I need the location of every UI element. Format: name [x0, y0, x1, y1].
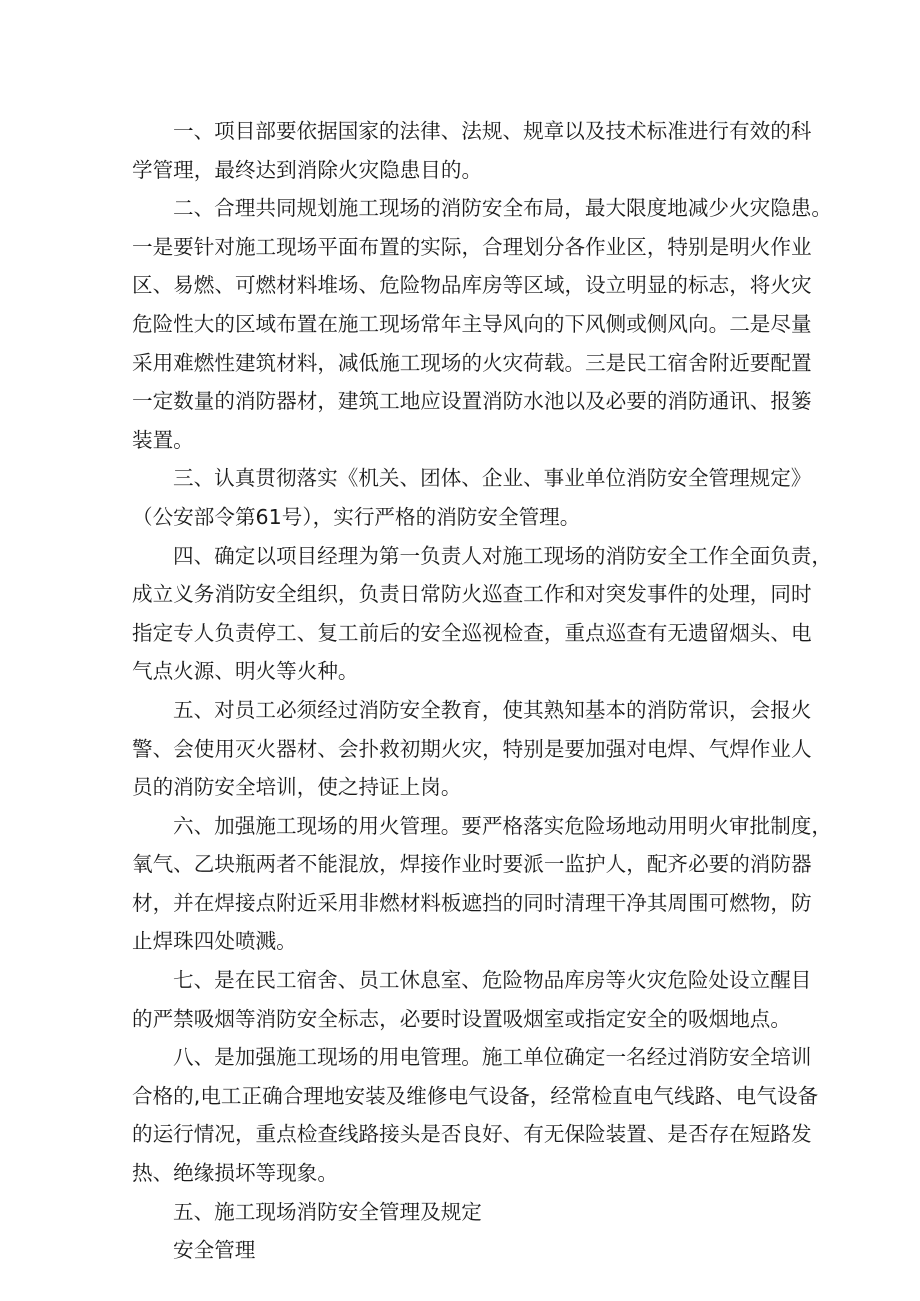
section-heading-line: 五、施工现场消防安全管理及规定: [173, 1199, 482, 1224]
paragraph-line: 八、是加强施工现场的用电管理。施工单位确定一名经过消防安全培训: [173, 1045, 812, 1070]
paragraph-line: 六、加强施工现场的用火管理。要严格落实危险场地动用明火审批制度，: [173, 813, 832, 838]
paragraph-line: 四、确定以项目经理为第一负责人对施工现场的消防安全工作全面负责，: [173, 543, 832, 568]
paragraph-line: 气点火源、明火等火种。: [132, 659, 359, 684]
paragraph-4: [132, 537, 832, 691]
paragraph-line: 的严禁吸烟等消防安全标志，必要时设置吸烟室或指定安全的吸烟地点。: [132, 1006, 791, 1031]
paragraph-line: 警、会使用灭火器材、会扑救初期火灾，特别是要加强对电焊、气焊作业人: [132, 736, 812, 761]
paragraph-5: [132, 691, 812, 807]
paragraph-1: [132, 112, 812, 189]
paragraph-8: [132, 1038, 819, 1192]
paragraph-line: 止焊珠四处喷溅。: [132, 929, 297, 954]
paragraph-line: 成立义务消防安全组织，负责日常防火巡查工作和对突发事件的处理，同时: [132, 582, 812, 607]
paragraph-line: 危险性大的区域布置在施工现场常年主导风向的下风侧或侧风向。二是尽量: [132, 311, 812, 336]
paragraph-line: 一是要针对施工现场平面布置的实际，合理划分各作业区，特别是明火作业: [132, 234, 812, 259]
paragraph-line: 一、项目部要依据国家的法律、法规、规章以及技术标准进行有效的科: [173, 119, 812, 143]
paragraph-line: 区、易燃、可燃材料堆场、危险物品库房等区域，设立明显的标志，将火灾: [132, 273, 812, 298]
paragraph-line: 指定专人负责停工、复工前后的安全巡视检查，重点巡查有无遗留烟头、电: [132, 620, 812, 645]
paragraph-line: 三、认真贯彻落实《机关、团体、企业、事业单位消防安全管理规定》: [173, 466, 812, 491]
paragraph-line: 合格的,电工正确合理地安装及维修电气设备，经常检直电气线路、电气设备: [132, 1083, 819, 1108]
paragraph-line: 采用难燃性建筑材料，减低施工现场的火灾荷载。三是民工宿舍附近要配置: [132, 350, 812, 375]
document-body: [132, 112, 832, 1270]
paragraph-line: 的运行情况，重点检查线路接头是否良好、有无保险装置、是否存在短路发: [132, 1122, 812, 1147]
paragraph-line: 氧气、乙块瓶两者不能混放，焊接作业时要派一监护人，配齐必要的消防器: [132, 852, 812, 877]
paragraph-line: 二、合理共同规划施工现场的消防安全布局，最大限度地减少火灾隐患。: [173, 196, 832, 221]
paragraph-line: 装置。: [132, 427, 194, 452]
subsection-heading-line: 安全管理: [173, 1238, 256, 1263]
paragraph-line: 员的消防安全培训，使之持证上岗。: [132, 775, 462, 800]
paragraph-line: （公安部令第61号），实行严格的消防安全管理。: [132, 504, 581, 529]
paragraph-3: [132, 459, 812, 536]
paragraph-line: 热、绝缘损坏等现象。: [132, 1161, 338, 1186]
paragraph-line: 学管理，最终达到消除火灾隐患目的。: [132, 157, 483, 182]
paragraph-line: 材，并在焊接点附近采用非燃材料板遮挡的同时清理干净其周围可燃物，防: [132, 890, 812, 915]
paragraph-line: 一定数量的消防器材，建筑工地应设置消防水池以及必要的消防通讯、报篓: [132, 389, 812, 414]
paragraph-6: [132, 807, 832, 961]
paragraph-line: 七、是在民工宿舍、员工休息室、危险物品库房等火灾危险处设立醒目: [173, 968, 812, 993]
paragraph-line: 五、对员工必须经过消防安全教育，使其熟知基本的消防常识，会报火: [173, 697, 812, 722]
section-heading: [132, 1193, 800, 1232]
paragraph-7: [132, 961, 812, 1038]
subsection-heading: [132, 1231, 800, 1270]
paragraph-2: [132, 189, 832, 459]
